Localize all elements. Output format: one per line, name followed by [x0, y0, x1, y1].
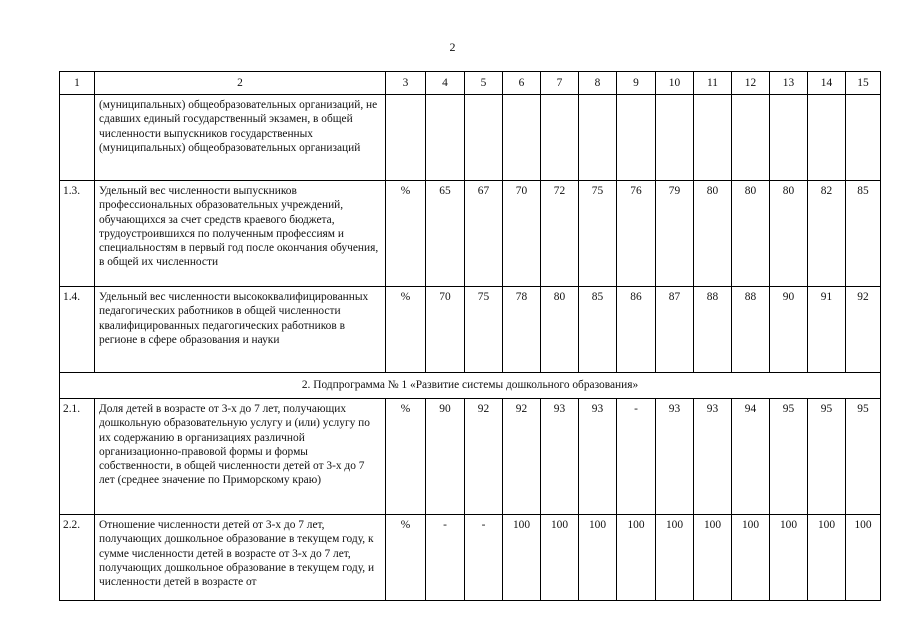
- value-cell: 100: [846, 515, 881, 601]
- table-row: [60, 181, 881, 287]
- value-cell: [808, 95, 846, 181]
- unit-cell: %: [386, 399, 426, 515]
- header-row: [60, 72, 881, 95]
- header-cell: 12: [732, 72, 770, 95]
- header-cell: 9: [617, 72, 656, 95]
- header-cell: 14: [808, 72, 846, 95]
- unit-cell: [386, 95, 426, 181]
- value-cell: [694, 95, 732, 181]
- indicator-description: Отношение численности детей от 3-х до 7 лет, получающих дошкольное образование в текущем году, к сумме численности детей в возрасте от 3-х до 7 лет, получающих дошкольное образование в текущем году, и численности детей в возрасте от: [95, 515, 386, 601]
- value-cell: 94: [732, 399, 770, 515]
- indicator-description: (муниципальных) общеобразовательных организаций, не сдавших единый государственный экзамен, в общей численности выпускников государственных (муниципальных) общеобразовательных организаций: [95, 95, 386, 181]
- value-cell: [503, 95, 541, 181]
- header-cell: 13: [770, 72, 808, 95]
- value-cell: 92: [503, 399, 541, 515]
- value-cell: 100: [541, 515, 579, 601]
- value-cell: 88: [694, 287, 732, 373]
- header-cell: 11: [694, 72, 732, 95]
- value-cell: 85: [846, 181, 881, 287]
- value-cell: 76: [617, 181, 656, 287]
- value-cell: 79: [656, 181, 694, 287]
- value-cell: 80: [694, 181, 732, 287]
- value-cell: [846, 95, 881, 181]
- value-cell: -: [426, 515, 465, 601]
- value-cell: 100: [503, 515, 541, 601]
- header-cell: 6: [503, 72, 541, 95]
- table-row: [60, 95, 881, 181]
- indicator-description: Доля детей в возрасте от 3-х до 7 лет, получающих дошкольную образовательную услугу и (или) услугу по их содержанию в организациях различной организационно-правовой формы и формы собственности, в общей численности детей от 3-х до 7 лет (среднее значение по Приморскому краю): [95, 399, 386, 515]
- value-cell: 72: [541, 181, 579, 287]
- value-cell: 92: [465, 399, 503, 515]
- value-cell: 100: [656, 515, 694, 601]
- value-cell: 90: [770, 287, 808, 373]
- indicators-table: [59, 71, 881, 601]
- value-cell: 80: [541, 287, 579, 373]
- table-row: [60, 515, 881, 601]
- row-code: [60, 95, 95, 181]
- unit-cell: %: [386, 181, 426, 287]
- value-cell: 70: [503, 181, 541, 287]
- value-cell: [617, 95, 656, 181]
- value-cell: 88: [732, 287, 770, 373]
- value-cell: 90: [426, 399, 465, 515]
- header-cell: 2: [95, 72, 386, 95]
- value-cell: 100: [617, 515, 656, 601]
- value-cell: [770, 95, 808, 181]
- value-cell: 95: [846, 399, 881, 515]
- value-cell: 93: [541, 399, 579, 515]
- value-cell: 93: [579, 399, 617, 515]
- value-cell: 80: [732, 181, 770, 287]
- value-cell: 86: [617, 287, 656, 373]
- value-cell: 65: [426, 181, 465, 287]
- header-cell: 1: [60, 72, 95, 95]
- header-cell: 15: [846, 72, 881, 95]
- value-cell: 100: [732, 515, 770, 601]
- value-cell: [732, 95, 770, 181]
- value-cell: 100: [808, 515, 846, 601]
- value-cell: 100: [579, 515, 617, 601]
- value-cell: 100: [770, 515, 808, 601]
- header-cell: 10: [656, 72, 694, 95]
- section-title: 2. Подпрограмма № 1 «Развитие системы дошкольного образования»: [60, 373, 881, 399]
- value-cell: 100: [694, 515, 732, 601]
- value-cell: 92: [846, 287, 881, 373]
- value-cell: 85: [579, 287, 617, 373]
- value-cell: 93: [694, 399, 732, 515]
- indicator-description: Удельный вес численности высококвалифицированных педагогических работников в общей численности квалифицированных педагогических работников в регионе в сфере образования и науки: [95, 287, 386, 373]
- header-cell: 7: [541, 72, 579, 95]
- table-body: [60, 72, 881, 601]
- value-cell: 75: [465, 287, 503, 373]
- value-cell: [465, 95, 503, 181]
- value-cell: 95: [770, 399, 808, 515]
- section-row: [60, 373, 881, 399]
- header-cell: 3: [386, 72, 426, 95]
- value-cell: 67: [465, 181, 503, 287]
- unit-cell: %: [386, 515, 426, 601]
- header-cell: 5: [465, 72, 503, 95]
- indicator-description: Удельный вес численности выпускников профессиональных образовательных учреждений, обучающихся за счет средств краевого бюджета, трудоустроившихся по полученным профессиям и специальностям в первый год после окончания обучения, в общей их численности: [95, 181, 386, 287]
- value-cell: [426, 95, 465, 181]
- value-cell: [541, 95, 579, 181]
- value-cell: -: [465, 515, 503, 601]
- page-number: 2: [449, 40, 456, 54]
- unit-cell: %: [386, 287, 426, 373]
- header-cell: 8: [579, 72, 617, 95]
- value-cell: 80: [770, 181, 808, 287]
- value-cell: 75: [579, 181, 617, 287]
- value-cell: 95: [808, 399, 846, 515]
- value-cell: -: [617, 399, 656, 515]
- value-cell: 93: [656, 399, 694, 515]
- table-row: [60, 399, 881, 515]
- table-row: [60, 287, 881, 373]
- value-cell: 82: [808, 181, 846, 287]
- row-code: 2.2.: [60, 515, 95, 601]
- value-cell: 78: [503, 287, 541, 373]
- row-code: 1.3.: [60, 181, 95, 287]
- row-code: 1.4.: [60, 287, 95, 373]
- value-cell: [656, 95, 694, 181]
- value-cell: 87: [656, 287, 694, 373]
- row-code: 2.1.: [60, 399, 95, 515]
- value-cell: 70: [426, 287, 465, 373]
- value-cell: 91: [808, 287, 846, 373]
- value-cell: [579, 95, 617, 181]
- header-cell: 4: [426, 72, 465, 95]
